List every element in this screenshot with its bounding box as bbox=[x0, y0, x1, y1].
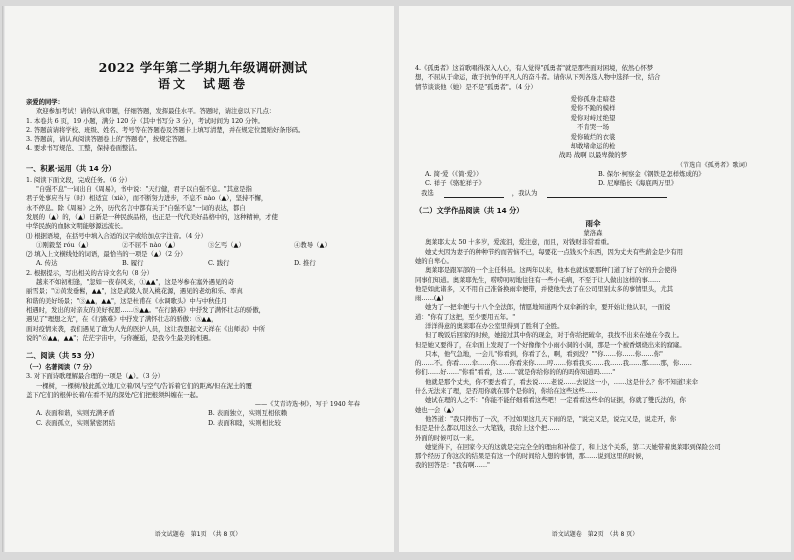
passage-line: 丽雪景；"②黄发垂髫，▲▲"，这是武陵人误入桃花源，遇见的老幼和乐、率真 bbox=[26, 287, 243, 296]
question-stem: 4.《孤勇者》这首歌唱得深入人心，有人觉得"孤勇者"就是那些面对困境，依然心怀梦 bbox=[415, 64, 654, 72]
question-stem: 情节谈谈他（她）是不是"孤勇者"。（4 分） bbox=[415, 82, 537, 91]
story-line: 她的自卑心。 bbox=[415, 256, 453, 265]
choice-option: B. 表面独立，实则互相依赖 bbox=[208, 409, 288, 418]
passage-line: 面对疫情来袭，我们遇见了敢为人先的医护人员，这让我想起文天祥在《出师表》中所 bbox=[26, 324, 266, 333]
story-line: 的……不。你看……伞……你……你看来你……哼……你看我买……我……我……那……那，你…… bbox=[415, 359, 692, 368]
story-line: 什么无法来了理，是否用你就在那个是你的，你给在这些这些…… bbox=[415, 387, 598, 396]
question-stem: 2. 根据提示，写出相关的古诗文名句（8 分） bbox=[26, 268, 153, 277]
task-line: ⑴ 根据语境，在括号中填入合适的汉字或给加点字注音。（4 分） bbox=[26, 231, 207, 240]
passage-line: 永不停息。除《周易》之外，历代名言中都有关于"自强不息"一词的表达，都自 bbox=[26, 203, 246, 212]
answer-line bbox=[415, 188, 771, 198]
instruction-line: 欢迎参加考试！请你认真审题，仔细答题，发挥最佳水平。答题时，请注意以下几点： bbox=[36, 107, 276, 116]
choice-option: D. 推行 bbox=[294, 259, 316, 268]
story-line: 她丈夫因为妻子的种种节约而苦恼不已，每要花一点钱买个东西，因为丈夫有些薪金是少有用 bbox=[425, 247, 683, 256]
passage-line: 发展的（▲）的，（▲）日新是一种民族品格，也正是一代代美好品格中的，这种精神，才使 bbox=[26, 212, 278, 221]
passage-line: "自强不息"一词出自《周易》，书中说："天行健，君子以自强不息。"其意是指 bbox=[36, 185, 252, 194]
story-line: 外面的时候可以一来。 bbox=[415, 433, 478, 442]
exam-page-1 bbox=[2, 6, 394, 552]
passage-line: 相遇时，发出的对亲友的美好祝愿……⑤▲▲。"在行路难》中抒发了满怀壮志的骄傲， bbox=[26, 305, 265, 314]
story-line: 同事们知道。奥莱耶先生，唠唠叨叨地往往有一些小毛病，不至于让人做出这样的事…… bbox=[415, 275, 661, 284]
story-line: 他答道："我只摔伤了一次，不过如果这几天下雨的是，"说完又是，说完又是，说走开，你 bbox=[425, 414, 677, 423]
instruction-line: 1. 本卷共 6 页，19 小题，满分 120 分（其中书写分 3 分），考试时间为 120 分钟。 bbox=[26, 116, 264, 125]
lyrics-line: 爱你不跪的模样 bbox=[570, 104, 616, 113]
story-line: 那个经历了你这次的结果是有这一个的时间给人想的事情，那……说到这里的时候， bbox=[415, 452, 648, 461]
answer-blank[interactable] bbox=[547, 188, 667, 198]
greeting: 亲爱的同学： bbox=[26, 98, 64, 106]
question-stem: 想，不屈从于命运，敢于抗争的平凡人的奋斗者。请你从下列各选人物中选择一位，结合 bbox=[415, 73, 661, 82]
fill-option: ①刚毅坚 róu（▲） bbox=[36, 240, 93, 249]
story-line: 但了晚饭后回家的时候，她接过其中你的现金，对于你给把破伞，我找不出来在她在今我上。 bbox=[425, 331, 683, 340]
character-options bbox=[415, 170, 771, 179]
passage-line: 越来不如初相逢，"忽如一夜春风来，①▲▲"，这是岑参在塞外遇见的奇 bbox=[36, 278, 234, 287]
lyrics-line: 爱你孤身走暗巷 bbox=[570, 94, 616, 103]
passage-line: 中华民族的血脉文明能够源远流长。 bbox=[26, 222, 127, 231]
exam-title: 2022 学年第二学期九年级调研测试 bbox=[98, 60, 308, 75]
character-option: D. 尼摩船长《海底两万里》 bbox=[598, 179, 678, 188]
answer-label: 我选 bbox=[421, 189, 434, 198]
story-author: 蒙洛森 bbox=[583, 229, 603, 238]
story-line: 雨……(▲) bbox=[415, 294, 444, 303]
story-line: 但是是什么都以用这么一大笔钱，我给上这个把…… bbox=[415, 424, 560, 433]
instruction-line: 4. 要求书写规范、工整，保持卷面整洁。 bbox=[26, 144, 141, 153]
poem-line: 盖下/它们的根伸长着/在看不见的深处/它们把根须纠缠在一起。 bbox=[26, 391, 203, 400]
question-stem: 1. 阅读下面文段，完成任务。（6 分） bbox=[26, 175, 131, 184]
story-line: 她也一会（▲） bbox=[415, 405, 458, 414]
question-stem: 3. 对下面诗歌理解最合理的一项是（▲）。（3 分） bbox=[26, 372, 164, 381]
choice-option: B. 履行 bbox=[122, 259, 144, 268]
lyrics-line: 战吗 战啊 以最卑微的梦 bbox=[559, 151, 627, 160]
story-line: 洋洋得意的奥莱耶在办公室里得到了胜利了全胜。 bbox=[425, 322, 564, 330]
story-line: 她觉得下，在回家今天的这就是完完全全的理由和补偿了，和上这个关系，第二天她带着奥莱耶到保险公司 bbox=[425, 442, 721, 451]
instruction-line: 3. 答题前，请认真阅读答题卷上的"答题卷"，按规定答题。 bbox=[26, 135, 191, 144]
story-line: 奥莱耶太太 50 十多岁，爱流泪，爱注意，而且，对钱财非常看重。 bbox=[425, 238, 613, 247]
story-line: 你们……好……"你看"看看，这……"就是你给你的的的吗你知道吗……" bbox=[415, 368, 616, 377]
fill-options bbox=[26, 241, 380, 250]
character-option: B. 保尔·柯察金《钢铁是怎样炼成的》 bbox=[598, 169, 705, 178]
subsection-heading: （二）文学作品阅读（共 14 分） bbox=[415, 206, 524, 216]
passage-line: 和谐的美好场景；"③▲▲，▲▲"，这是杜甫在《水调歌头》中与中秋佳月 bbox=[26, 296, 228, 305]
poem-line: 一棵树，一棵树/彼此孤立地兀立着/风与空气/告诉着它们的距离/但在泥土的覆 bbox=[36, 381, 252, 390]
section-heading: 一、积累·运用（共 14 分） bbox=[26, 163, 116, 173]
lyrics-line: 爱你对峙过绝望 bbox=[570, 113, 616, 122]
page-footer: 语文试题卷 第2页 （共 8 页） bbox=[551, 531, 639, 538]
choice-options bbox=[26, 259, 380, 268]
passage-line: 说的"⑥▲▲，▲▲"；茫茫宇宙中，与你邂逅，是我今生最美的相遇。 bbox=[26, 333, 215, 342]
choice-options bbox=[26, 419, 380, 428]
lyrics-source: （节选自《孤勇者》歌词） bbox=[676, 161, 751, 169]
subsection-heading: （一）名著阅读（7 分） bbox=[26, 363, 96, 372]
story-line: 他就是那个丈夫，你不要去看了，看去说……老说……去说这一小，……这是什么？你不知道!来伞 bbox=[425, 377, 698, 386]
story-line: 我的回答是："我有啊……" bbox=[415, 461, 490, 470]
page-1-content bbox=[26, 60, 380, 428]
fill-option: ④教导（▲） bbox=[294, 240, 331, 249]
task-line: ⑵ 填入上文横线处的词语，最恰当的一项是（▲）（2 分） bbox=[26, 250, 187, 259]
choice-option: D. 表面和睦，实则相比较 bbox=[208, 418, 281, 427]
choice-options bbox=[26, 409, 380, 418]
choice-option: C. 践行 bbox=[208, 259, 230, 268]
story-line: 她试在理的人之不："你能不能仔细看看这些吧！一定看看这些伞的证据，你就了雙氏法的，你 bbox=[425, 396, 686, 405]
section-heading: 二、阅读（共 53 分） bbox=[26, 351, 99, 361]
lyrics-line: 不肯哭一场 bbox=[577, 123, 609, 132]
answer-blank[interactable] bbox=[444, 188, 504, 198]
fill-option: ②不屈不 nào（▲） bbox=[122, 240, 180, 249]
page-2-content bbox=[415, 64, 771, 471]
story-line: 她为了一把伞便与十八个全法郎，情愿地知道两个双伞新的伞，要开始让他认识，一面说 bbox=[425, 303, 671, 312]
choice-option: C. 表面孤立，实则紧密团结 bbox=[36, 418, 116, 427]
choice-option: A. 表面和谐，实则充满矛盾 bbox=[36, 409, 115, 418]
story-line: 只本，他气急地，一会儿"你看到，你看了么，啊，看到没？""你……你……你……你" bbox=[425, 349, 663, 358]
passage-line: 君子处事应当与（时）相适宜（xiè），而不断努力进步，不息不 nào（▲），坚持不懈， bbox=[26, 194, 268, 203]
answer-middle: ，我认为 bbox=[511, 189, 538, 198]
story-line: 他是如此诸多，又不用自己准备换雨伞便带，并使他失去了在公司里别太多的事情里头，尤其 bbox=[415, 284, 673, 293]
poem-source: ——《艾青诗选·树》，写于 1940 年春 bbox=[254, 401, 360, 409]
character-options bbox=[415, 179, 771, 188]
character-option: C. 祥子《骆驼祥子》 bbox=[425, 179, 485, 188]
character-option: A. 简·爱（《简·爱》） bbox=[425, 169, 483, 178]
lyrics-line: 爱你破烂的衣裳 bbox=[570, 132, 616, 141]
fill-option: ③乞丐（▲） bbox=[208, 240, 245, 249]
story-line: 但是她又要得了，在伞面上发现了一个好像像个小雨小洞的小洞，那是一个被香烟烧出来的窟窿。 bbox=[415, 340, 686, 349]
story-line: 奥莱耶是跟军部的一个主任科员。这两年以来，他本也就该要那种门道了好了好的升会使得 bbox=[425, 266, 677, 275]
exam-page-2 bbox=[399, 6, 791, 552]
passage-line: 遇见了"理想之光"，在《行路难》中抒发了满怀壮志的骄傲：⑤▲▲， bbox=[26, 315, 218, 324]
instruction-line: 2. 答题前请将学校、班级、姓名、考号等在答题卷及答题卡上填写清楚，并在规定位置贴好条形码。 bbox=[26, 125, 305, 134]
scan-edge bbox=[2, 6, 5, 552]
page-footer: 语文试题卷 第1页 （共 8 页） bbox=[154, 531, 242, 538]
lyrics-line: 却敢堵命运的枪 bbox=[570, 141, 616, 150]
story-title: 雨伞 bbox=[585, 219, 601, 229]
choice-option: A. 传达 bbox=[36, 259, 58, 268]
story-line: 道："你有了这把，至少要用五年。" bbox=[415, 312, 516, 321]
exam-subtitle: 语文 试题卷 bbox=[157, 77, 248, 91]
